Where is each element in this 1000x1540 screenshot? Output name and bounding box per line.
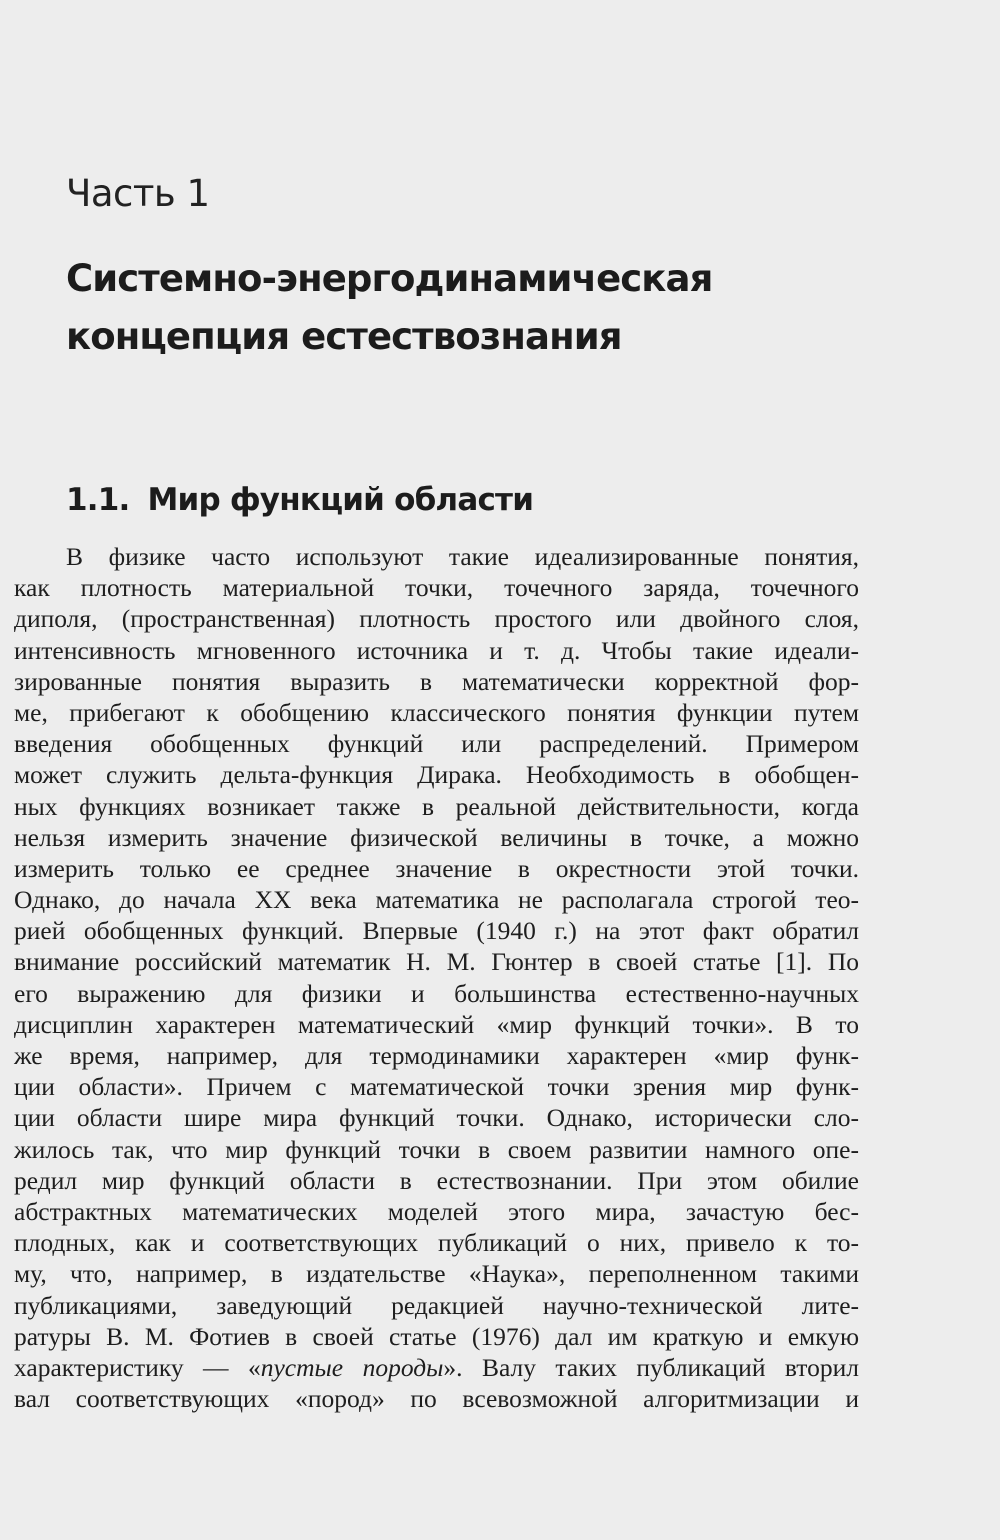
paragraph-line: плодных, как и соответствующих публикаций о них, привело к то- <box>14 1228 859 1258</box>
part-label: Часть 1 <box>66 172 210 215</box>
section-title: Мир функций области <box>147 482 534 518</box>
paragraph-line: му, что, например, в издательстве «Наука», переполненном такими <box>14 1259 859 1289</box>
paragraph-line: введения обобщенных функций или распределений. Примером <box>14 729 859 759</box>
section-number: 1.1. <box>66 482 130 518</box>
paragraph-line: его выражению для физики и большинства естественно-научных <box>14 978 859 1008</box>
paragraph-line: ратуры В. М. Фотиев в своей статье (1976) дал им краткую и емкую <box>14 1321 859 1351</box>
paragraph-line: редил мир функций области в естествознании. При этом обилие <box>14 1165 859 1195</box>
paragraph-line: жилось так, что мир функций точки в своем развитии намного опе- <box>14 1134 859 1164</box>
paragraph-line: публикациями, заведующий редакцией научно-технической лите- <box>14 1290 859 1320</box>
paragraph-line: зированные понятия выразить в математически корректной фор- <box>14 666 859 696</box>
paragraph-line: Однако, до начала XX века математика не располагала строгой тео- <box>14 885 859 915</box>
paragraph-line: нельзя измерить значение физической величины в точке, а можно <box>14 822 859 852</box>
italic-phrase: пустые породы <box>260 1352 444 1382</box>
paragraph-line: диполя, (пространственная) плотность простого или двойного слоя, <box>14 604 859 634</box>
body-paragraph <box>14 541 859 1414</box>
part-title-line: Системно-энергодинамическая <box>66 257 713 300</box>
paragraph-line: измерить только ее среднее значение в окрестности этой точки. <box>14 853 859 883</box>
paragraph-line: ции области шире мира функций точки. Однако, исторически сло- <box>14 1103 859 1133</box>
paragraph-line: как плотность материальной точки, точечного заряда, точечного <box>14 573 859 603</box>
line-text: ». Валу таких публикаций вторил <box>443 1352 859 1382</box>
paragraph-line: В физике часто используют такие идеализированные понятия, <box>66 542 859 571</box>
paragraph-line-with-italic <box>14 1352 859 1383</box>
paragraph-line: вал соответствующих «пород» по всевозможной алгоритмизации и <box>14 1384 859 1414</box>
paragraph-line: абстрактных математических моделей этого мира, зачастую бес- <box>14 1196 859 1226</box>
paragraph-line: же время, например, для термодинамики характерен «мир функ- <box>14 1041 859 1070</box>
paragraph-line: ме, прибегают к обобщению классического понятия функции путем <box>14 697 859 727</box>
paragraph-line: может служить дельта-функция Дирака. Необходимость в обобщен- <box>14 760 859 790</box>
section-heading <box>66 482 533 518</box>
paragraph-line: ции области». Причем с математической точки зрения мир функ- <box>14 1072 859 1102</box>
part-title <box>66 250 866 366</box>
paragraph-line: интенсивность мгновенного источника и т. д. Чтобы такие идеали- <box>14 635 859 665</box>
part-title-line: концепция естествознания <box>66 315 622 358</box>
paragraph-line: ных функциях возникает также в реальной действительности, когда <box>14 791 859 821</box>
paragraph-line: дисциплин характерен математический «мир функций точки». В то <box>14 1009 859 1039</box>
paragraph-line: внимание российский математик Н. М. Гюнтер в своей статье [1]. По <box>14 947 859 977</box>
line-text: характеристику — « <box>14 1352 261 1382</box>
paragraph-line: рией обобщенных функций. Впервые (1940 г.) на этот факт обратил <box>14 916 859 946</box>
